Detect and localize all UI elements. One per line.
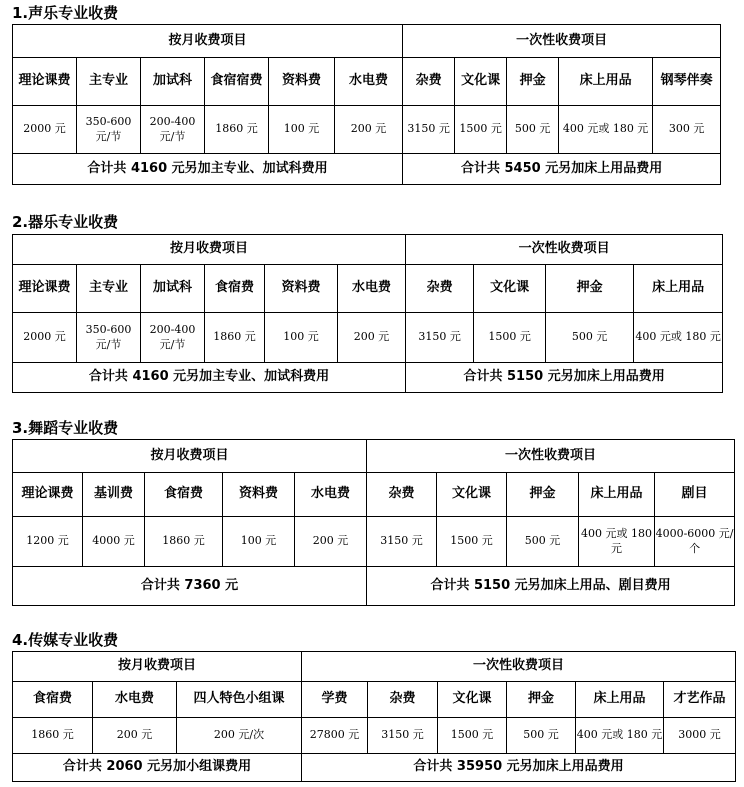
fee-value: 1500 元: [438, 718, 507, 754]
fee-table-media: [12, 651, 736, 782]
column-label: 主专业: [77, 58, 141, 106]
monthly-header: 按月收费项目: [13, 25, 403, 58]
fee-value: 1500 元: [437, 517, 507, 567]
fee-value: 4000-6000 元/个: [655, 517, 735, 567]
column-label: 押金: [507, 682, 576, 718]
column-label: 理论课费: [13, 473, 83, 517]
column-label: 文化课: [438, 682, 507, 718]
column-label: 床上用品: [576, 682, 664, 718]
column-label: 四人特色小组课: [177, 682, 302, 718]
fee-value: 1860 元: [205, 313, 265, 363]
column-label: 剧目: [655, 473, 735, 517]
column-label: 水电费: [93, 682, 177, 718]
column-label: 主专业: [77, 265, 141, 313]
fee-value: 100 元: [265, 313, 338, 363]
fee-value: 1860 元: [145, 517, 223, 567]
section-title-instrumental: 2.器乐专业收费: [12, 213, 119, 231]
column-label: 学费: [302, 682, 368, 718]
onetime-header: 一次性收费项目: [403, 25, 721, 58]
fee-table-vocal: [12, 24, 721, 185]
fee-value: 3150 元: [406, 313, 474, 363]
fee-value: 350-600 元/节: [77, 106, 141, 154]
column-label: 基训费: [83, 473, 145, 517]
fee-value: 1200 元: [13, 517, 83, 567]
onetime-header: 一次性收费项目: [302, 652, 736, 682]
fee-value: 4000 元: [83, 517, 145, 567]
section-title-media: 4.传媒专业收费: [12, 631, 119, 649]
column-label: 加试科: [141, 265, 205, 313]
fee-table-instrumental: [12, 234, 723, 393]
column-label: 才艺作品: [664, 682, 736, 718]
onetime-total: 合计共 5450 元另加床上用品费用: [403, 154, 721, 185]
column-label: 杂费: [406, 265, 474, 313]
fee-value: 3150 元: [368, 718, 438, 754]
fee-value: 3150 元: [403, 106, 455, 154]
fee-value: 400 元或 180 元: [634, 313, 723, 363]
column-label: 钢琴伴奏: [653, 58, 721, 106]
monthly-total: 合计共 2060 元另加小组课费用: [13, 754, 302, 782]
column-label: 押金: [507, 473, 579, 517]
column-label: 食宿费: [13, 682, 93, 718]
fee-value: 1860 元: [13, 718, 93, 754]
onetime-total: 合计共 5150 元另加床上用品、剧目费用: [367, 567, 735, 606]
column-label: 文化课: [455, 58, 507, 106]
onetime-header: 一次性收费项目: [367, 440, 735, 473]
fee-value: 500 元: [507, 718, 576, 754]
column-label: 水电费: [338, 265, 406, 313]
fee-value: 200 元: [338, 313, 406, 363]
fee-value: 27800 元: [302, 718, 368, 754]
fee-value: 2000 元: [13, 313, 77, 363]
fee-value: 400 元或 180 元: [559, 106, 653, 154]
fee-value: 300 元: [653, 106, 721, 154]
column-label: 文化课: [437, 473, 507, 517]
column-label: 杂费: [403, 58, 455, 106]
column-label: 押金: [546, 265, 634, 313]
column-label: 资料费: [265, 265, 338, 313]
fee-value: 200 元: [295, 517, 367, 567]
fee-table-dance: [12, 439, 735, 606]
fee-value: 100 元: [269, 106, 335, 154]
column-label: 食宿费: [145, 473, 223, 517]
fee-value: 1500 元: [474, 313, 546, 363]
column-label: 床上用品: [579, 473, 655, 517]
fee-value: 2000 元: [13, 106, 77, 154]
fee-value: 100 元: [223, 517, 295, 567]
fee-value: 200-400 元/节: [141, 106, 205, 154]
column-label: 水电费: [335, 58, 403, 106]
column-label: 资料费: [223, 473, 295, 517]
fee-value: 1500 元: [455, 106, 507, 154]
fee-value: 200 元: [93, 718, 177, 754]
fee-value: 200 元/次: [177, 718, 302, 754]
column-label: 杂费: [368, 682, 438, 718]
column-label: 床上用品: [634, 265, 723, 313]
fee-value: 3150 元: [367, 517, 437, 567]
column-label: 杂费: [367, 473, 437, 517]
fee-value: 200-400 元/节: [141, 313, 205, 363]
column-label: 理论课费: [13, 58, 77, 106]
fee-value: 500 元: [507, 517, 579, 567]
column-label: 食宿宿费: [205, 58, 269, 106]
fee-value: 500 元: [507, 106, 559, 154]
column-label: 理论课费: [13, 265, 77, 313]
column-label: 加试科: [141, 58, 205, 106]
column-label: 水电费: [295, 473, 367, 517]
column-label: 押金: [507, 58, 559, 106]
fee-value: 1860 元: [205, 106, 269, 154]
monthly-total: 合计共 4160 元另加主专业、加试科费用: [13, 154, 403, 185]
column-label: 食宿费: [205, 265, 265, 313]
column-label: 资料费: [269, 58, 335, 106]
fee-value: 3000 元: [664, 718, 736, 754]
monthly-total: 合计共 4160 元另加主专业、加试科费用: [13, 363, 406, 393]
onetime-header: 一次性收费项目: [406, 235, 723, 265]
section-title-dance: 3.舞蹈专业收费: [12, 419, 119, 437]
fee-value: 400 元或 180 元: [579, 517, 655, 567]
section-title-vocal: 1.声乐专业收费: [12, 4, 119, 22]
fee-value: 500 元: [546, 313, 634, 363]
onetime-total: 合计共 35950 元另加床上用品费用: [302, 754, 736, 782]
fee-value: 400 元或 180 元: [576, 718, 664, 754]
monthly-header: 按月收费项目: [13, 235, 406, 265]
column-label: 文化课: [474, 265, 546, 313]
monthly-total: 合计共 7360 元: [13, 567, 367, 606]
fee-value: 200 元: [335, 106, 403, 154]
fee-value: 350-600 元/节: [77, 313, 141, 363]
monthly-header: 按月收费项目: [13, 440, 367, 473]
onetime-total: 合计共 5150 元另加床上用品费用: [406, 363, 723, 393]
monthly-header: 按月收费项目: [13, 652, 302, 682]
column-label: 床上用品: [559, 58, 653, 106]
